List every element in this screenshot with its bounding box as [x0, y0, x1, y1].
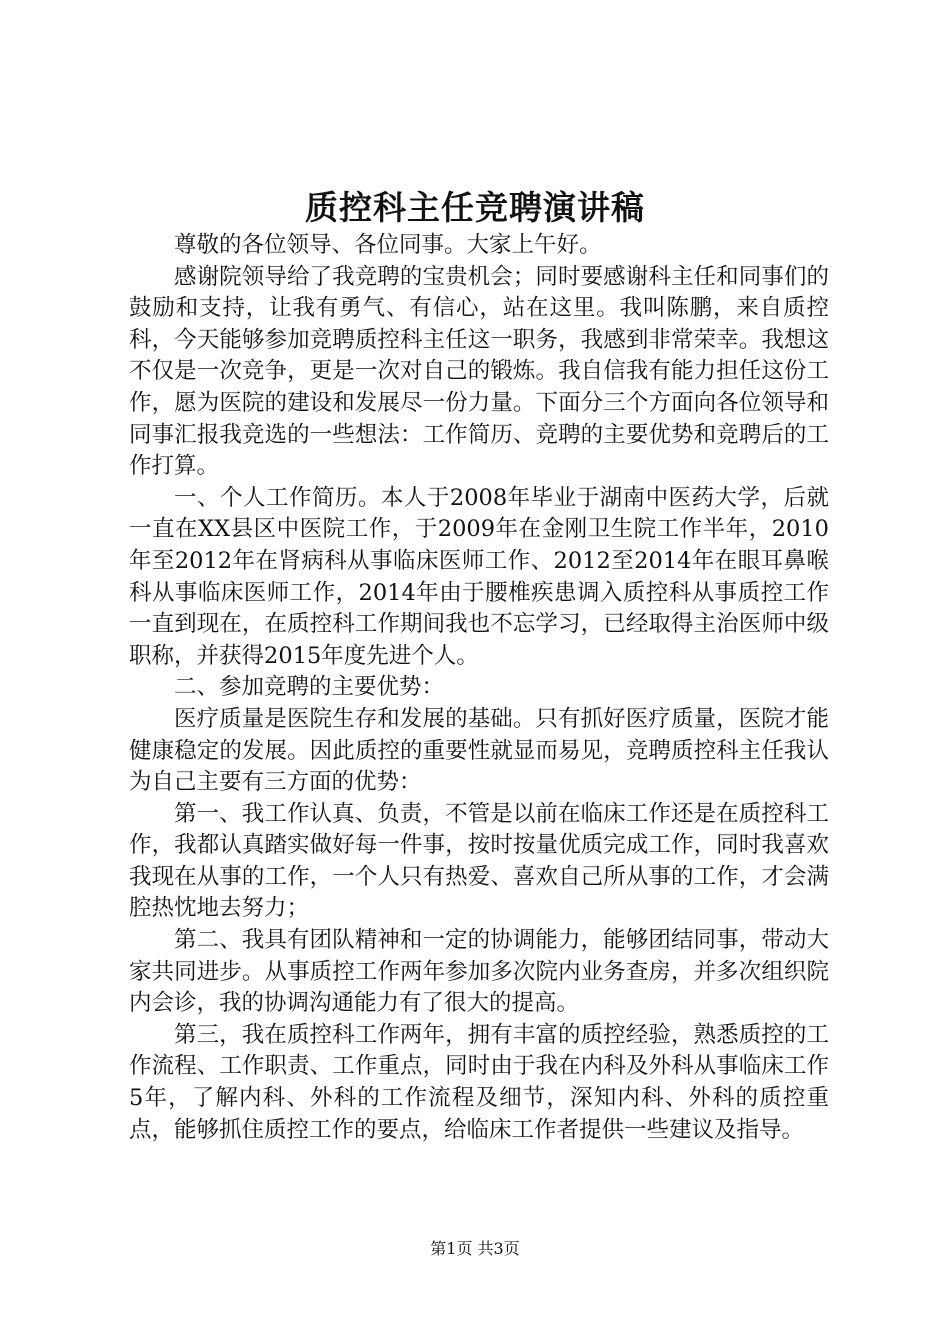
paragraph-introduction: 感谢院领导给了我竞聘的宝贵机会；同时要感谢科主任和同事们的鼓励和支持，让我有勇气、有信心，站在这里。我叫陈鹏，来自质控科，今天能够参加竞聘质控科主任这一职务，我感到非常荣幸。我想这不仅是一次竞争，更是一次对自己的锻炼。我自信我有能力担任这份工作，愿为医院的建设和发展尽一份力量。下面分三个方面向各位领导和同事汇报我竞选的一些想法：工作简历、竞聘的主要优势和竞聘后的工作打算。	[129, 263, 829, 480]
paragraph-advantage-three: 第三，我在质控科工作两年，拥有丰富的质控经验，熟悉质控的工作流程、工作职责、工作重点，同时由于我在内科及外科从事临床工作5年，了解内科、外科的工作流程及细节，深知内科、外科的质控重点，能够抓住质控工作的要点，给临床工作者提供一些建议及指导。	[129, 1021, 829, 1143]
page-number-footer: 第1页 共3页	[430, 1239, 520, 1258]
paragraph-advantage-two: 第二、我具有团队精神和一定的协调能力，能够团结同事，带动大家共同进步。从事质控工作两年参加多次院内业务查房，并多次组织院内会诊，我的协调沟通能力有了很大的提高。	[129, 927, 829, 1017]
paragraph-work-history: 一、个人工作简历。本人于2008年毕业于湖南中医药大学，后就一直在XX县区中医院工作，于2009年在金刚卫生院工作半年，2010年至2012年在肾病科从事临床医师工作、2012至2014年在眼耳鼻喉科从事临床医师工作，2014年由于腰椎疾患调入质控科从事质控工作一直到现在，在质控科工作期间我也不忘学习，已经取得主治医师中级职称，并获得2015年度先进个人。	[129, 484, 829, 669]
document-title: 质控科主任竞聘演讲稿	[305, 188, 645, 227]
paragraph-quality-importance: 医疗质量是医院生存和发展的基础。只有抓好医疗质量，医院才能健康稳定的发展。因此质控的重要性就显而易见，竞聘质控科主任我认为自己主要有三方面的优势：	[129, 705, 829, 796]
paragraph-advantages-heading: 二、参加竞聘的主要优势：	[174, 674, 445, 701]
document-body	[129, 230, 829, 1146]
paragraph-greeting: 尊敬的各位领导、各位同事。大家上午好。	[174, 232, 602, 258]
paragraph-advantage-one: 第一、我工作认真、负责，不管是以前在临床工作还是在质控科工作，我都认真踏实做好每一件事，按时按量优质完成工作，同时我喜欢我现在从事的工作，一个人只有热爱、喜欢自己所从事的工作，才会满腔热忱地去努力；	[129, 800, 829, 922]
